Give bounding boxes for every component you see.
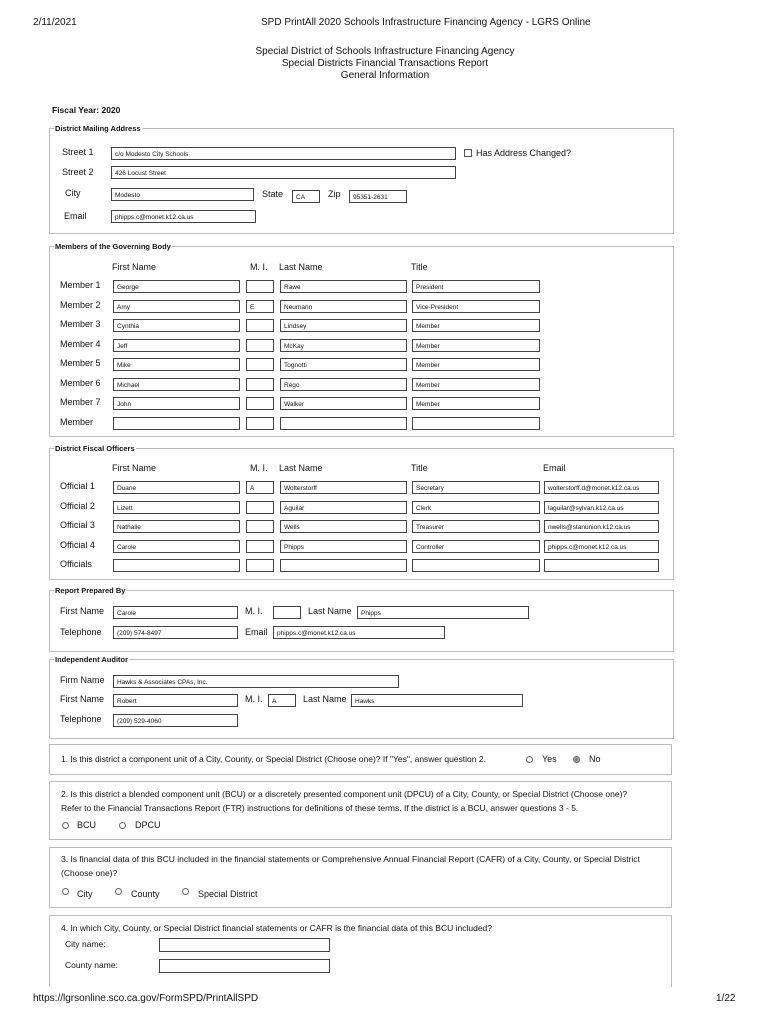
zip-field[interactable]: 95351-2631 — [349, 190, 407, 203]
member-last-name-field[interactable]: Rawe — [280, 280, 407, 293]
prepared-by-section — [49, 586, 674, 652]
report-title: Special Districts Financial Transactions Report — [281, 58, 489, 69]
prepared-phone-field[interactable]: (209) 574-8497 — [113, 626, 238, 639]
member-title-field[interactable]: Vice-President — [412, 300, 540, 313]
street2-field[interactable]: 426 Locust Street — [111, 166, 456, 179]
member-mi-field[interactable] — [246, 280, 274, 293]
q1-yes-label: Yes — [542, 754, 557, 764]
member-label: Member 4 — [60, 338, 101, 349]
q3-special-district-label: Special District — [198, 889, 258, 899]
question-2-line1: 2. Is this district a blended component unit (BCU) or a discretely presented component unit (DPCU) of a City, County, or Special District (Choose one)? — [61, 789, 628, 799]
member-mi-field[interactable] — [246, 397, 274, 410]
prepared-email-field[interactable]: phipps.c@monet.k12.ca.us — [273, 626, 445, 639]
email-field[interactable]: phipps.c@monet.k12.ca.us — [111, 210, 256, 223]
section-legend: District Mailing Address — [55, 124, 141, 133]
official-email-field[interactable]: laguilar@sylvan.k12.ca.us — [544, 501, 659, 514]
official-first-name-field[interactable]: Lizett — [113, 501, 240, 514]
auditor-mi-field[interactable]: A — [268, 694, 296, 707]
page-number: 1/22 — [716, 993, 736, 1004]
member-label: Member 2 — [60, 299, 101, 310]
question-3-line2: (Choose one)? — [61, 868, 118, 878]
prepared-phone-label: Telephone — [60, 627, 102, 637]
q2-bcu-label: BCU — [77, 820, 97, 830]
street1-field[interactable]: c/o Modesto City Schools — [111, 147, 456, 160]
member-title-field[interactable]: Member — [412, 397, 540, 410]
member-label: Member 1 — [60, 280, 101, 290]
official-last-name-field[interactable] — [280, 559, 407, 572]
city-field[interactable]: Modesto — [111, 188, 254, 201]
member-label: Member 7 — [60, 397, 101, 407]
auditor-last-field[interactable]: Hawks — [351, 694, 523, 707]
official-email-field[interactable] — [544, 559, 659, 572]
member-title-field[interactable] — [412, 417, 540, 430]
member-title-field[interactable]: Member — [412, 339, 540, 352]
official-first-name-field[interactable]: Duane — [113, 481, 240, 494]
section-legend: District Fiscal Officers — [55, 444, 135, 453]
col-title: Title — [411, 262, 428, 272]
member-mi-field[interactable] — [246, 417, 274, 430]
official-mi-field[interactable] — [246, 559, 274, 572]
prepared-email-label: Email — [245, 627, 268, 637]
q2-dpcu-label: DPCU — [135, 820, 161, 830]
q3-special-district-radio[interactable] — [182, 888, 189, 895]
member-first-name-field[interactable]: Mike — [113, 358, 240, 371]
member-last-name-field[interactable]: Rego — [280, 378, 407, 391]
q3-city-label: City — [77, 889, 93, 899]
official-first-name-field[interactable] — [113, 559, 240, 572]
section-title: General Information — [340, 70, 430, 81]
q2-dpcu-radio[interactable] — [119, 822, 126, 829]
official-last-name-field[interactable]: Wolterstorff — [280, 481, 407, 494]
prepared-first-field[interactable]: Carole — [113, 606, 238, 619]
official-label: Official 1 — [60, 481, 95, 491]
col-mi: M. I. — [250, 262, 268, 272]
firm-name-field[interactable]: Hawks & Associates CPAs, Inc. — [113, 675, 399, 688]
official-label: Officials — [60, 559, 92, 569]
member-first-name-field[interactable]: Amy — [113, 300, 240, 313]
agency-title: Special District of Schools Infrastructure Financing Agency — [255, 46, 515, 57]
member-last-name-field[interactable]: Neumann — [280, 300, 407, 313]
member-mi-field[interactable] — [246, 319, 274, 332]
firm-name-label: Firm Name — [60, 675, 105, 685]
section-legend: Report Prepared By — [55, 586, 126, 595]
auditor-phone-field[interactable]: (209) 529-4060 — [113, 714, 238, 727]
q3-county-label: County — [131, 889, 160, 899]
question-4-text: 4. In which City, County, or Special District financial statements or CAFR is the financial data of this BCU included? — [61, 923, 493, 933]
member-last-name-field[interactable]: Walker — [280, 397, 407, 410]
member-label: Member 3 — [60, 319, 101, 329]
q4-city-label: City name: — [65, 939, 106, 949]
street1-label: Street 1 — [62, 147, 94, 157]
official-email-field[interactable]: phipps.c@monet.k12.ca.us — [544, 540, 659, 553]
member-first-name-field[interactable]: John — [113, 397, 240, 410]
member-title-field[interactable]: President — [412, 280, 540, 293]
member-label: Member 5 — [60, 358, 101, 368]
q4-county-label: County name: — [65, 960, 118, 970]
official-email-field[interactable]: nwells@stanunion.k12.ca.us — [544, 520, 659, 533]
section-legend: Members of the Governing Body — [55, 242, 171, 251]
official-title-field[interactable] — [412, 559, 540, 572]
member-title-field[interactable]: Member — [412, 319, 540, 332]
col-last-name: Last Name — [279, 262, 323, 272]
official-label: Official 4 — [60, 539, 95, 550]
col-title: Title — [411, 463, 428, 473]
official-first-name-field[interactable]: Carole — [113, 540, 240, 553]
q4-city-field[interactable] — [159, 938, 330, 952]
q1-yes-radio[interactable] — [526, 756, 533, 763]
official-title-field[interactable]: Controller — [412, 540, 540, 553]
question-1-text: 1. Is this district a component unit of a City, County, or Special District (Choose one)? If "Yes", answer question 2. — [61, 754, 486, 764]
member-label: Member 6 — [60, 377, 101, 388]
q1-no-label: No — [589, 754, 601, 764]
member-mi-field[interactable]: E — [246, 300, 274, 313]
email-label: Email — [64, 211, 87, 221]
address-changed-checkbox[interactable] — [464, 149, 472, 157]
prepared-mi-label: M. I. — [245, 606, 263, 616]
member-last-name-field[interactable] — [280, 417, 407, 430]
print-date: 2/11/2021 — [33, 17, 77, 28]
zip-label: Zip — [328, 189, 341, 199]
question-3-line1: 3. Is financial data of this BCU included in the financial statements or Comprehensive Annual Financial Report (CAFR) of a City, County, or Special District — [61, 854, 640, 864]
prepared-last-field[interactable]: Phipps — [357, 606, 529, 619]
official-last-name-field[interactable]: Wells — [280, 520, 407, 533]
street2-label: Street 2 — [62, 167, 94, 177]
official-mi-field[interactable] — [246, 540, 274, 553]
official-label: Official 3 — [60, 520, 95, 530]
member-mi-field[interactable] — [246, 339, 274, 352]
official-title-field[interactable]: Clerk — [412, 501, 540, 514]
member-first-name-field[interactable] — [113, 417, 240, 430]
official-mi-field[interactable]: A — [246, 481, 274, 494]
member-title-field[interactable]: Member — [412, 378, 540, 391]
q3-county-radio[interactable] — [115, 888, 122, 895]
auditor-first-label: First Name — [60, 694, 105, 704]
member-first-name-field[interactable]: Jeff — [113, 339, 240, 352]
print-title: SPD PrintAll 2020 Schools Infrastructure Financing Agency - LGRS Online — [261, 17, 591, 28]
member-first-name-field[interactable]: Michael — [113, 378, 240, 391]
question-2-line2: Refer to the Financial Transactions Report (FTR) instructions for definitions of these terms. If the district is a BCU, answer questions 3 - 5. — [61, 803, 579, 813]
member-first-name-field[interactable]: George — [113, 280, 240, 293]
prepared-mi-field[interactable] — [273, 606, 301, 619]
q4-county-field[interactable] — [159, 959, 330, 973]
q3-city-radio[interactable] — [62, 888, 69, 895]
col-first-name: First Name — [112, 262, 157, 272]
official-first-name-field[interactable]: Nathalie — [113, 520, 240, 533]
prepared-first-label: First Name — [60, 606, 105, 616]
official-title-field[interactable]: Treasurer — [412, 520, 540, 533]
section-legend: Independent Auditor — [55, 655, 129, 664]
official-title-field[interactable]: Secretary — [412, 481, 540, 494]
member-label: Member — [60, 416, 94, 427]
col-first-name: First Name — [112, 463, 157, 473]
prepared-last-label: Last Name — [308, 606, 352, 616]
auditor-phone-label: Telephone — [60, 714, 102, 724]
col-mi: M. I. — [250, 463, 268, 473]
auditor-mi-label: M. I. — [245, 694, 263, 704]
member-mi-field[interactable] — [246, 358, 274, 371]
member-last-name-field[interactable]: Lindsey — [280, 319, 407, 332]
official-last-name-field[interactable]: Aguilar — [280, 501, 407, 514]
fiscal-year: Fiscal Year: 2020 — [52, 105, 121, 115]
state-label: State — [262, 189, 284, 199]
footer-url: https://lgrsonline.sco.ca.gov/FormSPD/PrintAllSPD — [33, 993, 259, 1004]
address-changed-label: Has Address Changed? — [476, 148, 572, 158]
official-mi-field[interactable] — [246, 501, 274, 514]
official-label: Official 2 — [60, 500, 95, 511]
member-last-name-field[interactable]: Tognotti — [280, 358, 407, 371]
official-last-name-field[interactable]: Phipps — [280, 540, 407, 553]
member-last-name-field[interactable]: McKay — [280, 339, 407, 352]
col-email: Email — [543, 463, 566, 473]
auditor-last-label: Last Name — [303, 694, 347, 704]
member-mi-field[interactable] — [246, 378, 274, 391]
member-first-name-field[interactable]: Cynthia — [113, 319, 240, 332]
official-email-field[interactable]: wolterstorff.d@monet.k12.ca.us — [544, 481, 659, 494]
official-mi-field[interactable] — [246, 520, 274, 533]
state-field[interactable]: CA — [292, 190, 320, 203]
q2-bcu-radio[interactable] — [62, 822, 69, 829]
city-label: City — [65, 188, 81, 198]
auditor-first-field[interactable]: Robert — [113, 694, 238, 707]
member-title-field[interactable]: Member — [412, 358, 540, 371]
col-last-name: Last Name — [279, 463, 323, 473]
q1-no-radio[interactable] — [573, 756, 580, 763]
